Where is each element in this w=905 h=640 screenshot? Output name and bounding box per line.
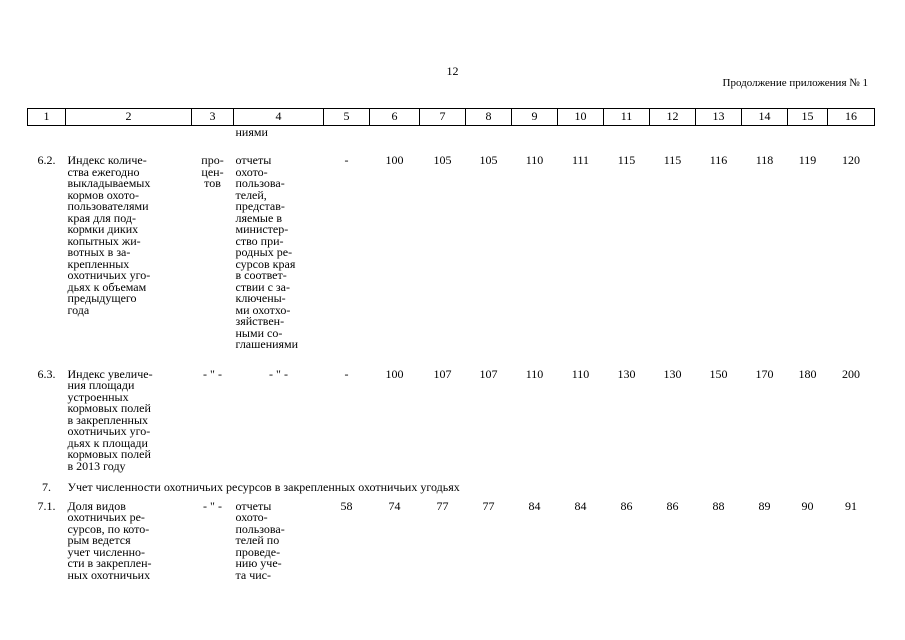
value-cell: 89	[758, 498, 771, 513]
value-cell: 120	[842, 153, 860, 167]
value-cell: 107	[433, 366, 452, 381]
header-cell: 16	[828, 109, 875, 126]
row-number: 7.1.	[37, 498, 56, 513]
header-cell: 8	[466, 109, 512, 126]
section-number: 7.	[42, 480, 51, 494]
header-cell: 15	[788, 109, 828, 126]
value-cell: 119	[798, 153, 817, 167]
value-cell: 86	[620, 498, 633, 513]
indicators-table	[27, 108, 875, 581]
source-cell: отчеты охото- пользова- телей, представ- ляемые в министер- ство при- родных ре- сурсов края в соответ- ствии с за- ключены- ми охотхо- зяйствен- ными со- глашениями	[235, 153, 299, 351]
header-cell: 4	[234, 109, 324, 126]
header-cell: 10	[558, 109, 604, 126]
table-row	[28, 363, 875, 481]
source-cell: - " -	[269, 366, 288, 381]
value-cell: 77	[436, 498, 449, 513]
row-number: 6.3.	[37, 366, 56, 381]
value-cell: 107	[479, 366, 498, 381]
header-cell: 3	[192, 109, 234, 126]
header-cell: 7	[420, 109, 466, 126]
value-cell: 115	[663, 153, 682, 167]
row-number: 6.2.	[37, 153, 56, 167]
continuation-text: ниями	[235, 125, 268, 139]
value-cell: 200	[842, 366, 860, 381]
value-cell: 91	[845, 498, 857, 513]
value-cell: 84	[574, 498, 587, 513]
header-cell: 6	[370, 109, 420, 126]
base-value: -	[344, 366, 349, 381]
value-cell: 116	[709, 153, 728, 167]
value-cell: 115	[617, 153, 636, 167]
indicator-name: Индекс количе- ства ежегодно выкладываемых кормов охото- пользователями края для под- кормки диких копытных жи- вотных в за- крепленных охотничьих уго- дьях к объемам предыдущего года	[67, 153, 151, 317]
value-cell: 105	[479, 153, 498, 167]
header-cell: 1	[28, 109, 66, 126]
value-cell: 74	[388, 498, 401, 513]
continuation-row	[28, 126, 875, 142]
unit-cell: - " -	[203, 366, 222, 381]
header-row	[28, 109, 875, 126]
value-cell: 105	[433, 153, 452, 167]
value-cell: 86	[666, 498, 679, 513]
value-cell: 100	[385, 153, 404, 167]
value-cell: 84	[528, 498, 541, 513]
base-value: -	[344, 153, 349, 167]
header-cell: 5	[324, 109, 370, 126]
section-title: Учет численности охотничьих ресурсов в закрепленных охотничьих угодьях	[67, 480, 460, 494]
value-cell: 90	[801, 498, 814, 513]
source-cell: отчеты охото- пользова- телей по проведе- нию уче- та чис-	[235, 498, 285, 582]
value-cell: 110	[571, 366, 590, 381]
appendix-caption: Продолжение приложения № 1	[722, 77, 868, 89]
indicator-name: Индекс увеличе- ния площади устроенных кормовых полей в закрепленных охотничьих уго- дьях к площади кормовых полей в 2013 году	[67, 366, 153, 473]
indicator-name: Доля видов охотничьих ре- сурсов, по кото- рым ведется учет численно- сти в закреплен- ных охотничьих	[67, 498, 152, 582]
table-row	[28, 141, 875, 363]
unit-cell: - " -	[203, 498, 222, 513]
value-cell: 180	[798, 366, 817, 381]
value-cell: 88	[712, 498, 725, 513]
base-value: 58	[340, 498, 353, 513]
value-cell: 170	[755, 366, 774, 381]
header-cell: 9	[512, 109, 558, 126]
value-cell: 118	[755, 153, 774, 167]
header-cell: 11	[604, 109, 650, 126]
value-cell: 130	[617, 366, 636, 381]
value-cell: 111	[571, 153, 590, 167]
value-cell: 110	[525, 366, 544, 381]
header-cell: 14	[742, 109, 788, 126]
value-cell: 100	[385, 366, 404, 381]
header-cell: 2	[66, 109, 192, 126]
table-row	[28, 500, 875, 582]
unit-cell: про- цен- тов	[201, 153, 224, 190]
value-cell: 150	[709, 366, 728, 381]
page-number: 12	[446, 64, 459, 78]
section-row	[28, 480, 875, 500]
header-cell: 13	[696, 109, 742, 126]
header-cell: 12	[650, 109, 696, 126]
value-cell: 77	[482, 498, 495, 513]
value-cell: 110	[525, 153, 544, 167]
value-cell: 130	[663, 366, 682, 381]
